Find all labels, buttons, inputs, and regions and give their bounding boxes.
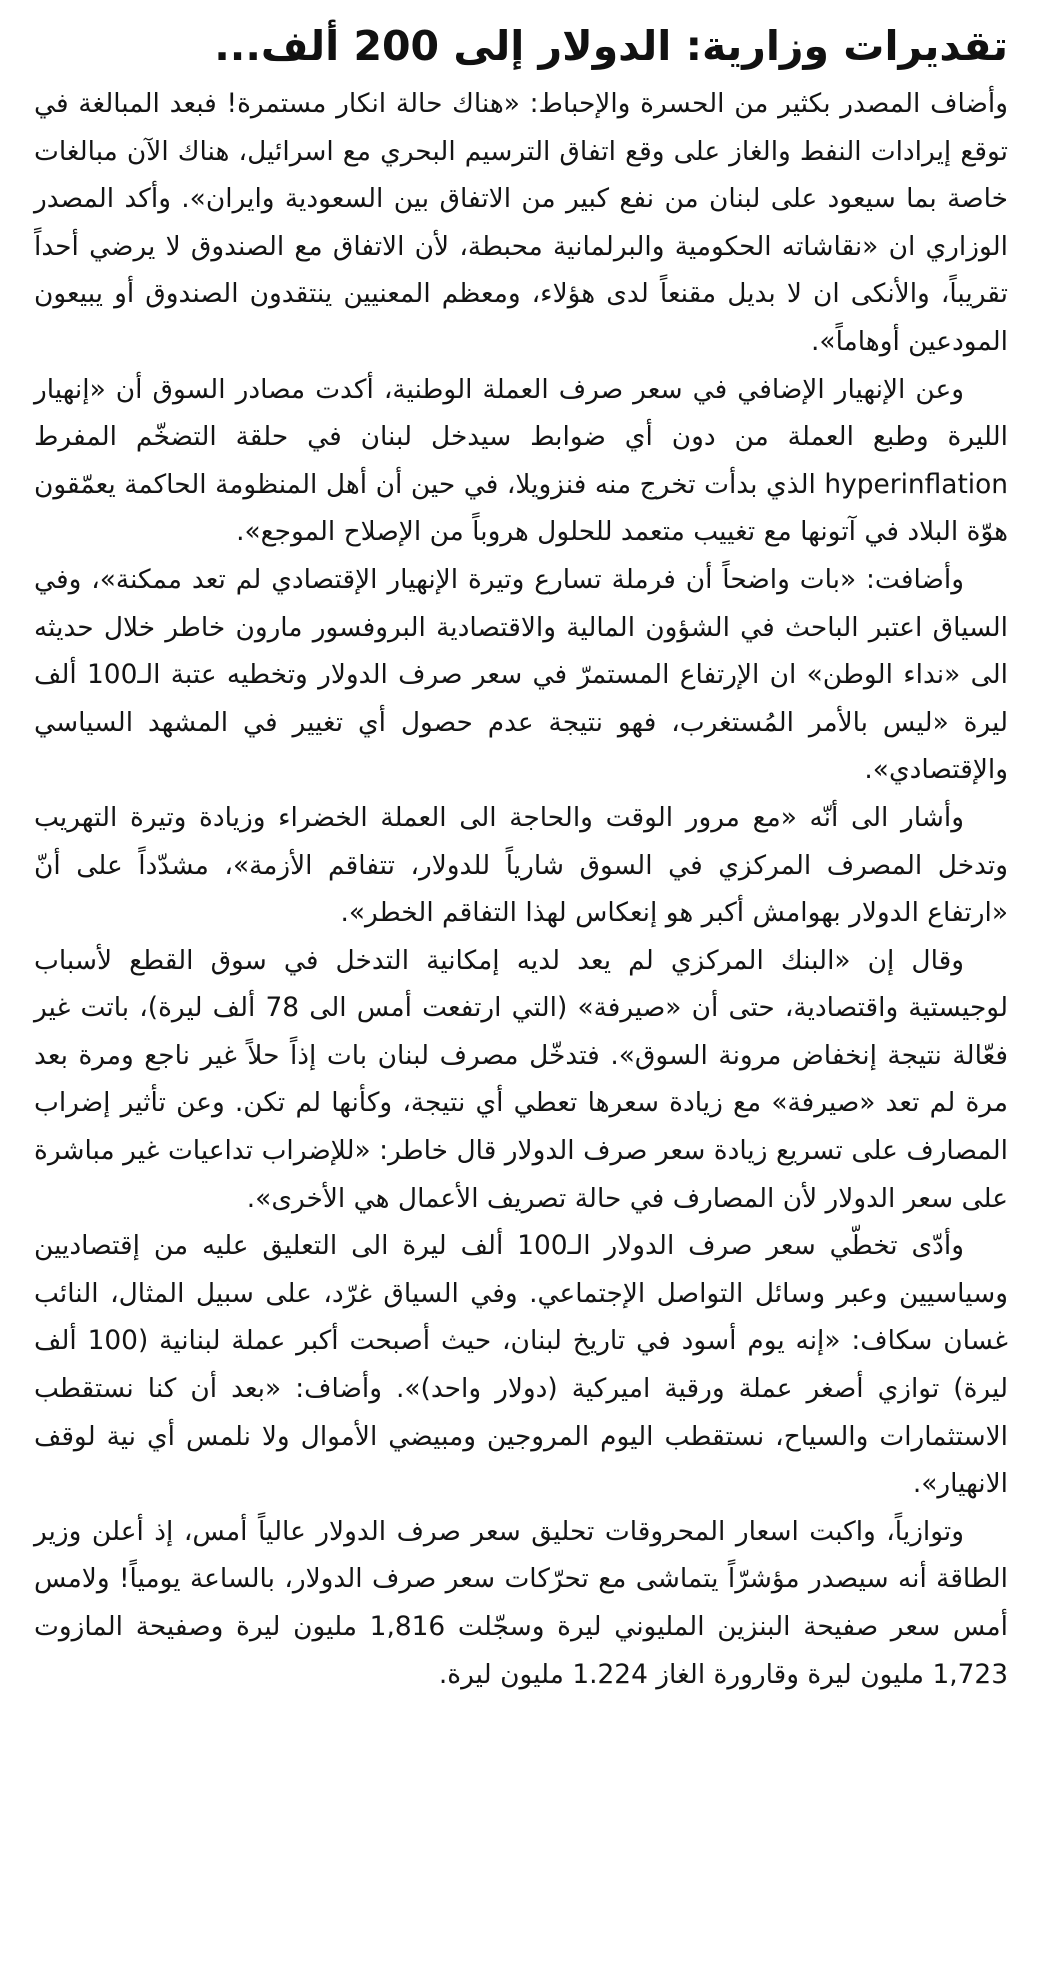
article-paragraph: وعن الإنهيار الإضافي في سعر صرف العملة الوطنية، أكدت مصادر السوق أن «إنهيار الليرة وطبع العملة من دون أي ضوابط سيدخل لبنان في حلقة التضخّم المفرط hyperinflation الذي بدأت تخرج منه فنزويلا، في حين أن أهل المنظومة الحاكمة يعمّقون هوّة البلاد في آتونها مع تغييب متعمد للحلول هروباً من الإصلاح الموجع». — [34, 373, 1008, 548]
article-paragraph: وأدّى تخطّي سعر صرف الدولار الـ100 ألف ليرة الى التعليق عليه من إقتصاديين وسياسيين وعبر وسائل التواصل الإجتماعي. وفي السياق غرّد، على سبيل المثال، النائب غسان سكاف: «إنه يوم أسود في تاريخ لبنان، حيث أصبحت أكبر عملة لبنانية (100 ألف ليرة) توازي أصغر عملة ورقية اميركية (دولار واحد)». وأضاف: «بعد أن كنا نستقطب الاستثمارات والسياح، نستقطب اليوم المروجين ومبيضي الأموال ولا نلمس أي نية لوقف الانهيار». — [34, 1230, 1008, 1500]
article-paragraph: وقال إن «البنك المركزي لم يعد لديه إمكانية التدخل في سوق القطع لأسباب لوجيستية واقتصادية، حتى أن «صيرفة» (التي ارتفعت أمس الى 78 ألف ليرة)، باتت غير فعّالة نتيجة إنخفاض مرونة السوق». فتدخّل مصرف لبنان بات إذاً حلاً غير ناجع ومرة بعد مرة لم تعد «صيرفة» مع زيادة سعرها تعطي أي نتيجة، وكأنها لم تكن. وعن تأثير إضراب المصارف على تسريع زيادة سعر صرف الدولار قال خاطر: «للإضراب تداعيات غير مباشرة على سعر الدولار لأن المصارف في حالة تصريف الأعمال هي الأخرى». — [34, 944, 1008, 1214]
article-body — [34, 80, 1008, 1698]
article-headline: تقديرات وزارية: الدولار إلى 200 ألف... — [214, 22, 1008, 70]
article-paragraph: وأضافت: «بات واضحاً أن فرملة تسارع وتيرة الإنهيار الإقتصادي لم تعد ممكنة»، وفي السياق اعتبر الباحث في الشؤون المالية والاقتصادية البروفسور مارون خاطر خلال حديثه الى «نداء الوطن» ان الإرتفاع المستمرّ في سعر صرف الدولار وتخطيه عتبة الـ100 ألف ليرة «ليس بالأمر المُستغرب، فهو نتيجة عدم حصول أي تغيير في المشهد السياسي والإقتصادي». — [34, 563, 1008, 786]
article-paragraph: وتوازياً، واكبت اسعار المحروقات تحليق سعر صرف الدولار عالياً أمس، إذ أعلن وزير الطاقة أنه سيصدر مؤشرّاً يتماشى مع تحرّكات سعر صرف الدولار، بالساعة يومياً! ولامس أمس سعر صفيحة البنزين المليوني ليرة وسجّلت 1,816 مليون ليرة وصفيحة المازوت 1,723 مليون ليرة وقارورة الغاز 1.224 مليون ليرة. — [34, 1515, 1009, 1690]
article-paragraph: وأضاف المصدر بكثير من الحسرة والإحباط: «هناك حالة انكار مستمرة! فبعد المبالغة في توقع إيرادات النفط والغاز على وقع اتفاق الترسيم البحري مع اسرائيل، هناك الآن مبالغات خاصة بما سيعود على لبنان من نفع كبير من الاتفاق بين السعودية وايران». وأكد المصدر الوزاري ان «نقاشاته الحكومية والبرلمانية محبطة، لأن الاتفاق مع الصندوق لا يرضي أحداً تقريباً، والأنكى ان لا بديل مقنعاً لدى هؤلاء، ومعظم المعنيين ينتقدون الصندوق أو يبيعون المودعين أوهاماً». — [34, 88, 1008, 357]
article-paragraph: وأشار الى أنّه «مع مرور الوقت والحاجة الى العملة الخضراء وزيادة وتيرة التهريب وتدخل المصرف المركزي في السوق شارياً للدولار، تتفاقم الأزمة»، مشدّداً على أنّ «ارتفاع الدولار بهوامش أكبر هو إنعكاس لهذا التفاقم الخطر». — [34, 801, 1008, 929]
